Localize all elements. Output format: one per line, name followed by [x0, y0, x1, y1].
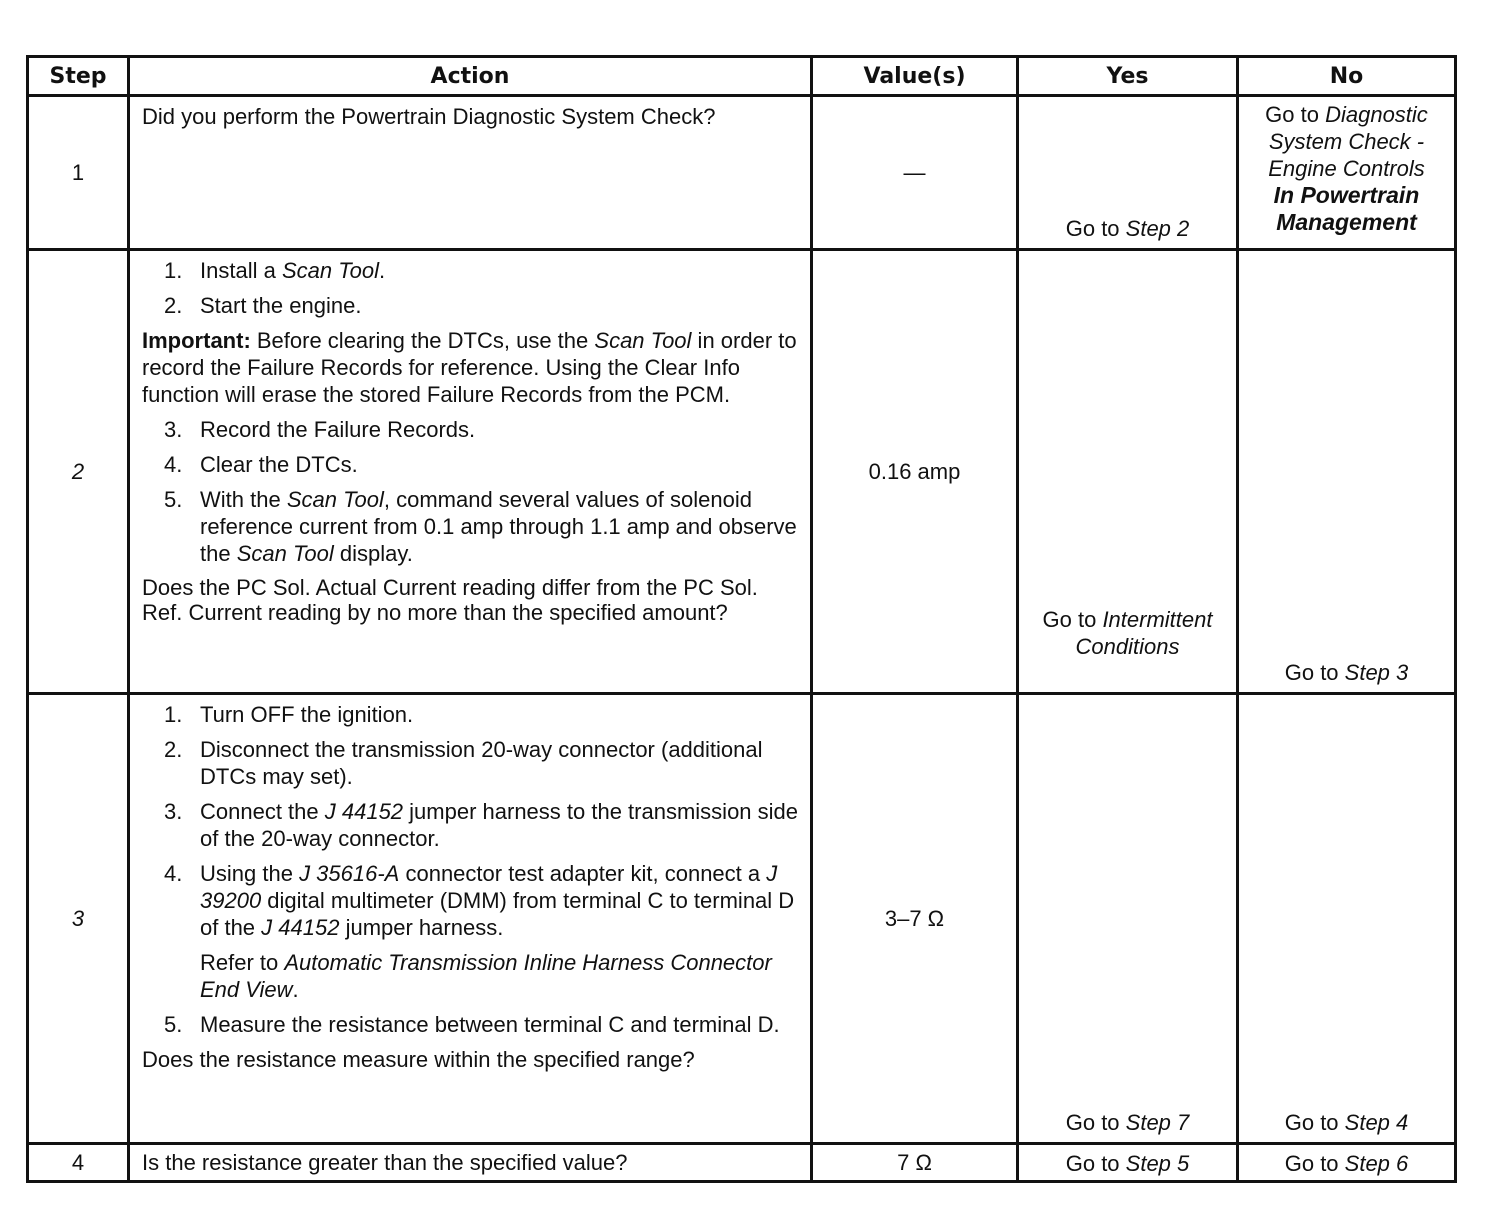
no-cell: [1238, 694, 1456, 1144]
yes-target: Step 7: [1125, 1110, 1190, 1135]
yes-target: Intermittent: [1102, 607, 1213, 632]
action-cell: [129, 1144, 812, 1182]
no-prefix: Go to: [1284, 660, 1345, 685]
value-cell: —: [812, 96, 1018, 250]
important-note: Important: Before clearing the DTCs, use the Scan Tool in order to record the Failure Records for reference. Using the Clear Info function will erase the stored Failure Records from the PCM.: [142, 328, 797, 407]
yes-target-2: Conditions: [1075, 634, 1180, 659]
list-item: 3. Connect the J 44152 jumper harness to the transmission side of the 20-way connector.: [164, 799, 799, 851]
header-step: Step: [28, 57, 129, 96]
yes-cell: [1018, 694, 1238, 1144]
action-cell: [129, 96, 812, 250]
no-target: Step 3: [1344, 660, 1409, 685]
step-number: 4: [28, 1144, 129, 1182]
yes-target: Step 2: [1125, 216, 1190, 241]
header-yes: Yes: [1018, 57, 1238, 96]
table-row: [28, 694, 1456, 1144]
list-item: 1. Install a Scan Tool.: [164, 258, 386, 283]
diagnostic-table: [26, 55, 1457, 1183]
step-number: 2: [28, 250, 129, 694]
yes-prefix: Go to: [1065, 216, 1126, 241]
yes-target: Step 5: [1125, 1150, 1190, 1176]
refer-note: Refer to Automatic Transmission Inline Harness Connector End View.: [200, 950, 772, 1002]
no-target-bold-2: Management: [1276, 209, 1417, 235]
list-item: 5. Measure the resistance between terminal C and terminal D.: [164, 1012, 780, 1037]
no-target: Step 4: [1344, 1110, 1409, 1135]
header-action: Action: [129, 57, 812, 96]
header-no: No: [1238, 57, 1456, 96]
no-prefix: Go to: [1265, 102, 1326, 127]
list-item: 2. Disconnect the transmission 20-way connector (additional DTCs may set).: [164, 737, 763, 789]
yes-cell: [1018, 250, 1238, 694]
action-question: Does the PC Sol. Actual Current reading differ from the PC Sol. Ref. Current reading by no more than the specified amount?: [142, 575, 758, 625]
table-row: [28, 1144, 1456, 1182]
no-prefix: Go to: [1284, 1110, 1345, 1135]
action-cell: [129, 250, 812, 694]
list-item: 3. Record the Failure Records.: [164, 417, 476, 442]
value-cell: 0.16 amp: [812, 250, 1018, 694]
no-cell: [1238, 96, 1456, 250]
header-values: Value(s): [812, 57, 1018, 96]
action-question: Does the resistance measure within the specified range?: [142, 1047, 695, 1072]
action-question: Is the resistance greater than the specified value?: [142, 1150, 628, 1175]
value-cell: 7 Ω: [812, 1144, 1018, 1182]
list-item: 2. Start the engine.: [164, 293, 362, 318]
no-prefix: Go to: [1284, 1150, 1345, 1176]
important-label: Important:: [142, 328, 251, 353]
action-cell: [129, 694, 812, 1144]
no-target: Step 6: [1344, 1150, 1409, 1176]
yes-prefix: Go to: [1065, 1110, 1126, 1135]
yes-cell: [1018, 1144, 1238, 1182]
table-row: [28, 96, 1456, 250]
step-number: 1: [28, 96, 129, 250]
list-item: 5. With the Scan Tool, command several values of solenoid reference current from 0.1 amp through 1.1 amp and observe the Scan Tool display.: [164, 487, 797, 566]
yes-prefix: Go to: [1065, 1150, 1126, 1176]
value-cell: 3–7 Ω: [812, 694, 1018, 1144]
list-item: 1. Turn OFF the ignition.: [164, 702, 414, 727]
no-target-bold-1: In Powertrain: [1273, 182, 1420, 208]
no-target: Diagnostic System Check - Engine Controls: [1268, 102, 1428, 181]
no-cell: [1238, 1144, 1456, 1182]
action-question: Did you perform the Powertrain Diagnostic System Check?: [142, 104, 716, 129]
yes-prefix: Go to: [1042, 607, 1103, 632]
list-item: 4. Clear the DTCs.: [164, 452, 358, 477]
table-row: [28, 250, 1456, 694]
header-row: [28, 57, 1456, 96]
step-number: 3: [28, 694, 129, 1144]
list-item: 4. Using the J 35616-A connector test adapter kit, connect a J 39200 digital multimeter (DMM) from terminal C to terminal D of the J 44152 jumper harness.: [164, 861, 795, 940]
no-cell: [1238, 250, 1456, 694]
yes-cell: [1018, 96, 1238, 250]
